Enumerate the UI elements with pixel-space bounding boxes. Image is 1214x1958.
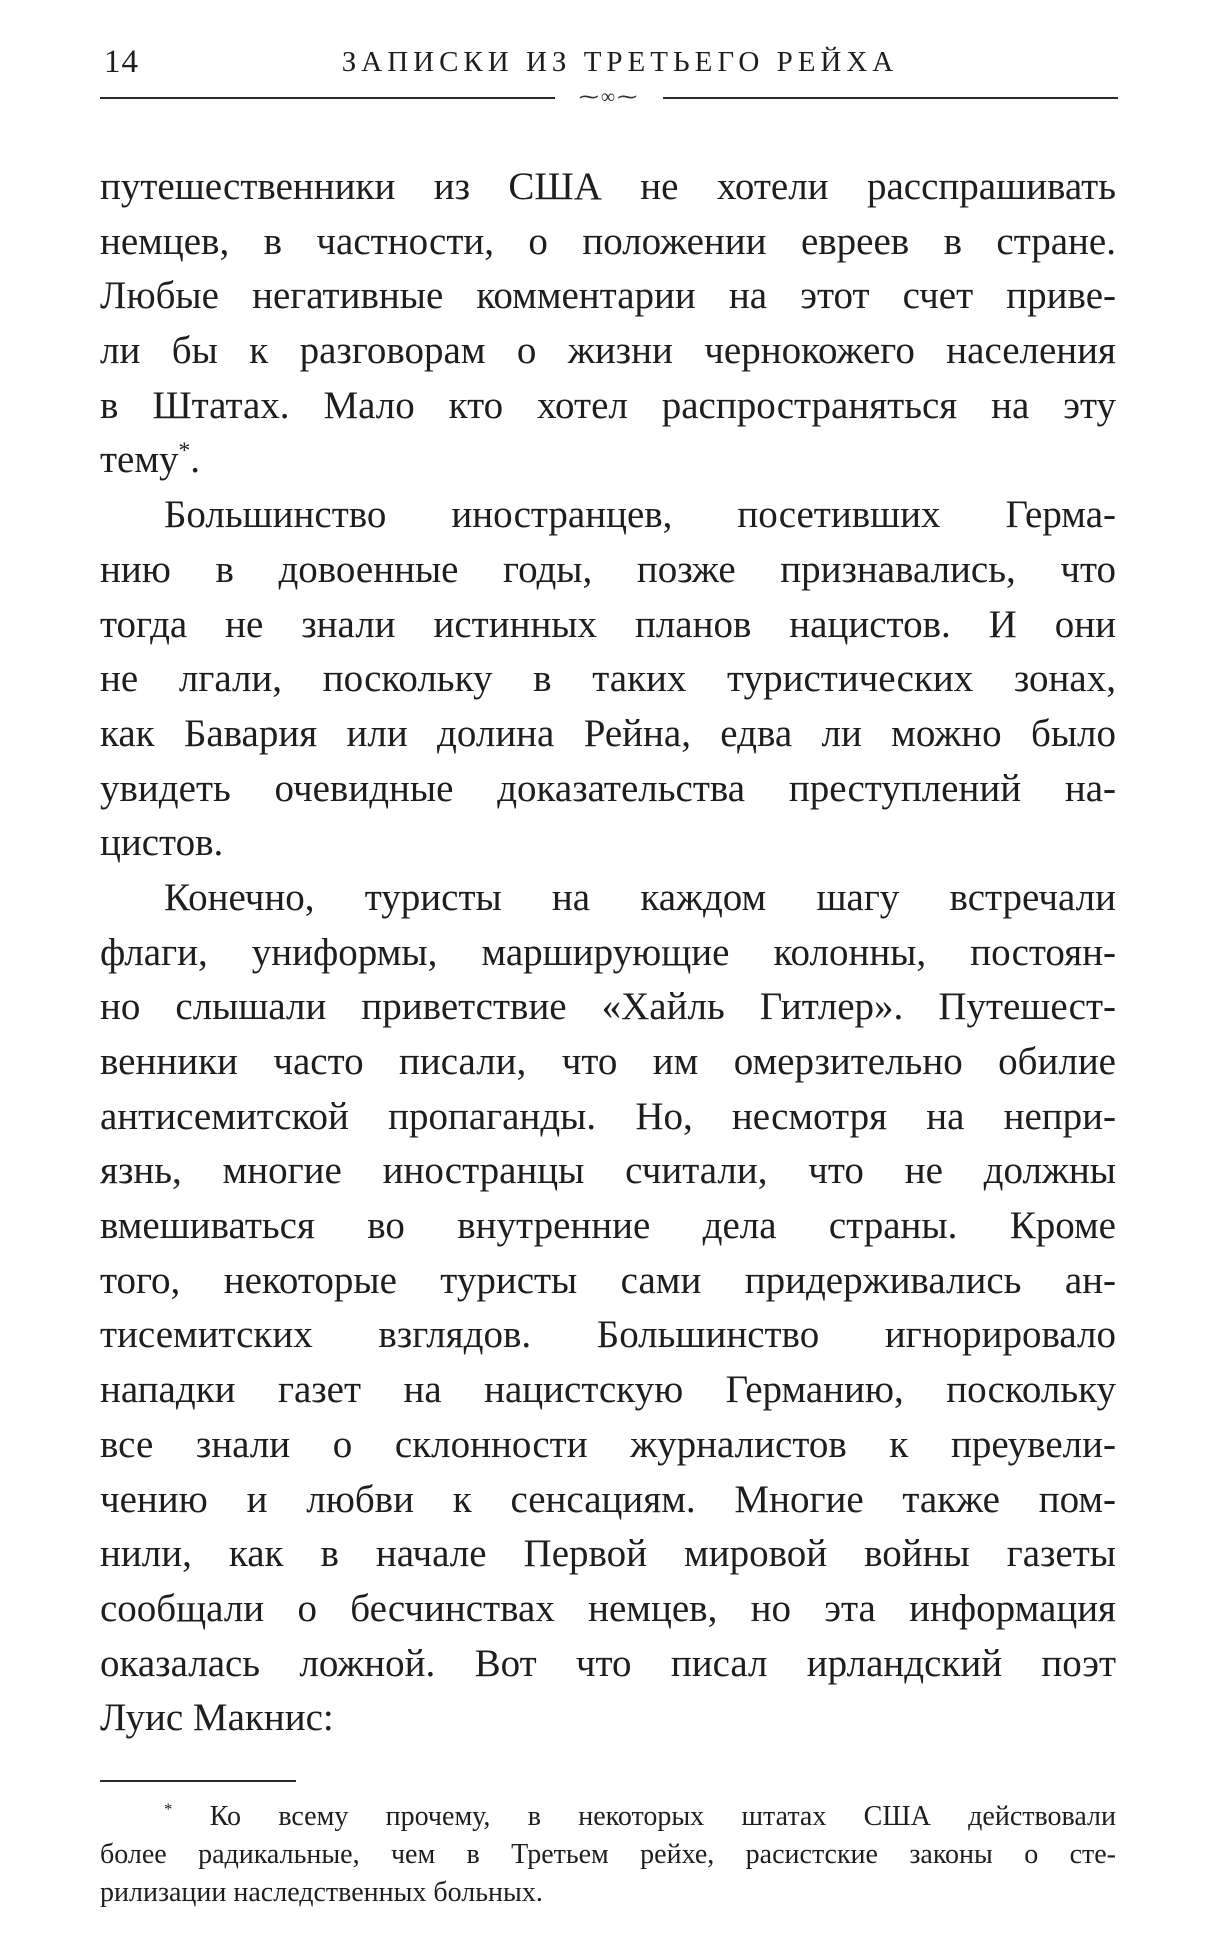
footnote-marker: * (164, 1799, 173, 1819)
footnote (100, 1798, 1116, 1912)
running-head (100, 40, 1118, 108)
text-line: нападки газет на нацистскую Германию, поскольку (100, 1368, 1116, 1412)
text-line: язнь, многие иностранцы считали, что не должны (100, 1149, 1116, 1193)
text-line: тогда не знали истинных планов нацистов. И они (100, 602, 1116, 646)
text-line: сообщали о бесчинствах немцев, но эта информация (100, 1586, 1116, 1630)
footnote-line: рилизации наследственных больных. (100, 1877, 543, 1908)
text-line: немцев, в частности, о положении евреев в стране. (100, 219, 1116, 263)
header-rule-left (100, 97, 555, 99)
text-line: путешественники из США не хотели расспрашивать (100, 165, 1116, 208)
footnote-separator (100, 1780, 296, 1782)
text-line: антисемитской пропаганды. Но, несмотря на непри- (100, 1094, 1116, 1138)
paragraph-start: Большинство иностранцев, посетивших Герма- (164, 493, 1116, 537)
text-line: нили, как в начале Первой мировой войны газеты (100, 1532, 1116, 1576)
text-line: того, некоторые туристы сами придерживались ан- (100, 1258, 1116, 1302)
text-line: флаги, униформы, марширующие колонны, постоян- (100, 930, 1116, 974)
paragraph-start: Конечно, туристы на каждом шагу встречали (164, 875, 1116, 919)
body-text (100, 160, 1116, 1746)
header-rule-right (663, 97, 1118, 99)
ornament-icon: ⁓∞⁓ (578, 86, 640, 108)
text-line: ли бы к разговорам о жизни чернокожего населения (100, 329, 1116, 373)
text-line-with-footnote-ref (100, 433, 1116, 488)
text-line: чению и любви к сенсациям. Многие также пом- (100, 1477, 1116, 1521)
text-line: цистов. (100, 821, 224, 865)
running-title: ЗАПИСКИ ИЗ ТРЕТЬЕГО РЕЙХА (341, 46, 899, 78)
text-line: не лгали, поскольку в таких туристических зонах, (100, 657, 1116, 701)
text-line: но слышали приветствие «Хайль Гитлер». Путешест- (100, 985, 1116, 1029)
text-fragment: тему (100, 438, 179, 482)
text-line: венники часто писали, что им омерзительно обилие (100, 1040, 1116, 1083)
footnote-reference: * (178, 438, 191, 465)
text-line: вмешиваться во внутренние дела страны. Кроме (100, 1204, 1116, 1248)
text-line: нию в довоенные годы, позже признавались, что (100, 547, 1116, 591)
text-line: Любые негативные комментарии на этот счет приве- (100, 274, 1116, 318)
text-line: в Штатах. Мало кто хотел распространяться на эту (100, 383, 1116, 427)
footnote-line (100, 1798, 1116, 1836)
footnote-text: Ко всему прочему, в некоторых штатах США действовали (209, 1801, 1117, 1832)
text-line: Луис Макнис: (100, 1696, 334, 1740)
text-line: увидеть очевидные доказательства преступлений на- (100, 766, 1116, 810)
text-line: все знали о склонности журналистов к преувели- (100, 1422, 1116, 1466)
text-line: как Бавария или долина Рейна, едва ли можно было (100, 711, 1116, 755)
footnote-line: более радикальные, чем в Третьем рейхе, расистские законы о сте- (100, 1839, 1116, 1870)
text-line: оказалась ложной. Вот что писал ирландский поэт (100, 1641, 1116, 1685)
text-line: тисемитских взглядов. Большинство игнорировало (100, 1313, 1116, 1357)
text-fragment: . (190, 438, 200, 482)
page-number: 14 (104, 44, 139, 80)
